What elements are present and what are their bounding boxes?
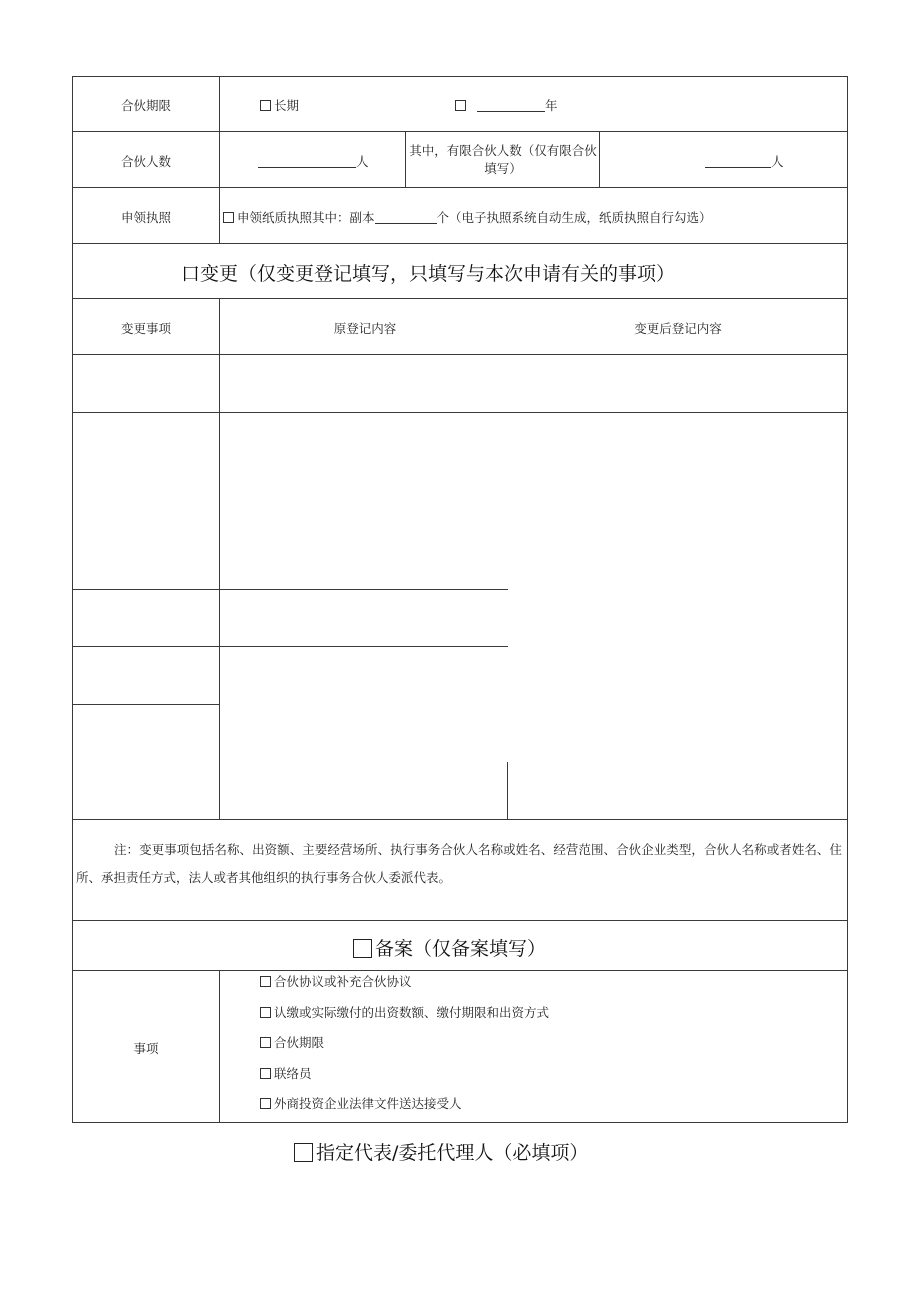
filing-option[interactable] xyxy=(260,1064,312,1082)
license-text-after: 个（电子执照系统自动生成，纸质执照自行勾选） xyxy=(436,210,712,225)
row-line xyxy=(72,131,848,132)
row-line xyxy=(72,646,508,647)
row-line xyxy=(72,920,848,921)
partners-count xyxy=(258,152,369,170)
change-heading-text: 变更（仅变更登记填写，只填写与本次申请有关的事项） xyxy=(200,263,676,285)
row-line xyxy=(72,412,848,413)
designate-checkbox[interactable] xyxy=(294,1143,313,1162)
filing-option[interactable] xyxy=(260,972,412,990)
row-line xyxy=(72,1122,848,1123)
checkbox-icon[interactable] xyxy=(455,100,466,111)
copies-input[interactable] xyxy=(375,211,437,224)
designate-section-heading[interactable] xyxy=(294,1138,588,1165)
col-line xyxy=(507,762,508,819)
row-line xyxy=(72,76,848,77)
filing-option-label: 联络员 xyxy=(274,1066,312,1081)
change-col-item: 变更事项 xyxy=(120,321,171,336)
license-label: 申领执照 xyxy=(120,210,171,225)
years-unit: 年 xyxy=(544,98,558,113)
limited-partners-count xyxy=(705,152,784,170)
term-long-label: 长期 xyxy=(274,98,300,113)
change-col-after: 变更后登记内容 xyxy=(634,321,722,336)
filing-option[interactable] xyxy=(260,1033,324,1051)
col-line xyxy=(599,131,600,187)
filing-heading-text: 备案（仅备案填写） xyxy=(375,938,547,960)
row-line xyxy=(72,187,848,188)
checkbox-icon[interactable] xyxy=(260,976,271,987)
row-line xyxy=(72,704,220,705)
table-left-border xyxy=(72,76,73,1123)
checkbox-icon[interactable] xyxy=(260,1007,271,1018)
checkbox-icon[interactable] xyxy=(260,1098,271,1109)
row-line xyxy=(72,819,848,820)
limited-partners-unit: 人 xyxy=(771,154,784,169)
change-note: 注：变更事项包括名称、出资额、主要经营场所、执行事务合伙人名称或姓名、经营范围、合伙企业类型，合伙人名称或者姓名、住所、承担责任方式，法人或者其他组织的执行事务合伙人委派代表。 xyxy=(76,842,842,885)
partners-unit: 人 xyxy=(356,154,369,169)
row-line xyxy=(72,589,508,590)
row-line xyxy=(72,970,848,971)
term-label: 合伙期限 xyxy=(120,98,171,113)
filing-option[interactable] xyxy=(260,1003,549,1021)
change-col-original: 原登记内容 xyxy=(333,321,397,336)
row-line xyxy=(72,354,848,355)
partners-count-input[interactable] xyxy=(258,155,356,168)
filing-option-label: 合伙协议或补充合伙协议 xyxy=(274,974,412,989)
filing-option[interactable] xyxy=(260,1094,462,1112)
license-option[interactable] xyxy=(223,208,712,226)
filing-item-label: 事项 xyxy=(133,1041,159,1056)
filing-option-label: 合伙期限 xyxy=(274,1035,325,1050)
term-long-option[interactable] xyxy=(260,96,299,114)
designate-heading-text: 指定代表/委托代理人（必填项） xyxy=(316,1142,589,1164)
change-section-heading[interactable] xyxy=(181,259,675,286)
years-input[interactable] xyxy=(477,99,545,112)
checkbox-icon[interactable] xyxy=(260,100,271,111)
filing-section-heading[interactable] xyxy=(353,934,546,961)
checkbox-icon[interactable] xyxy=(260,1068,271,1079)
table-right-border xyxy=(847,76,848,1123)
license-text-before: 申领纸质执照其中：副本 xyxy=(237,210,375,225)
change-checkbox[interactable]: 口 xyxy=(181,263,201,285)
checkbox-icon[interactable] xyxy=(260,1037,271,1048)
term-years-option[interactable] xyxy=(455,96,558,114)
col-line xyxy=(405,131,406,187)
row-line xyxy=(72,298,848,299)
filing-option-label: 认缴或实际缴付的出资数额、缴付期限和出资方式 xyxy=(274,1005,550,1020)
filing-option-label: 外商投资企业法律文件送达接受人 xyxy=(274,1096,462,1111)
limited-partners-input[interactable] xyxy=(705,155,771,168)
limited-partners-label: 其中，有限合伙人数（仅有限合伙填写） xyxy=(409,143,597,176)
filing-checkbox[interactable] xyxy=(353,939,372,958)
checkbox-icon[interactable] xyxy=(223,212,234,223)
row-line xyxy=(72,243,848,244)
partners-label: 合伙人数 xyxy=(120,154,171,169)
col-line xyxy=(219,298,220,819)
